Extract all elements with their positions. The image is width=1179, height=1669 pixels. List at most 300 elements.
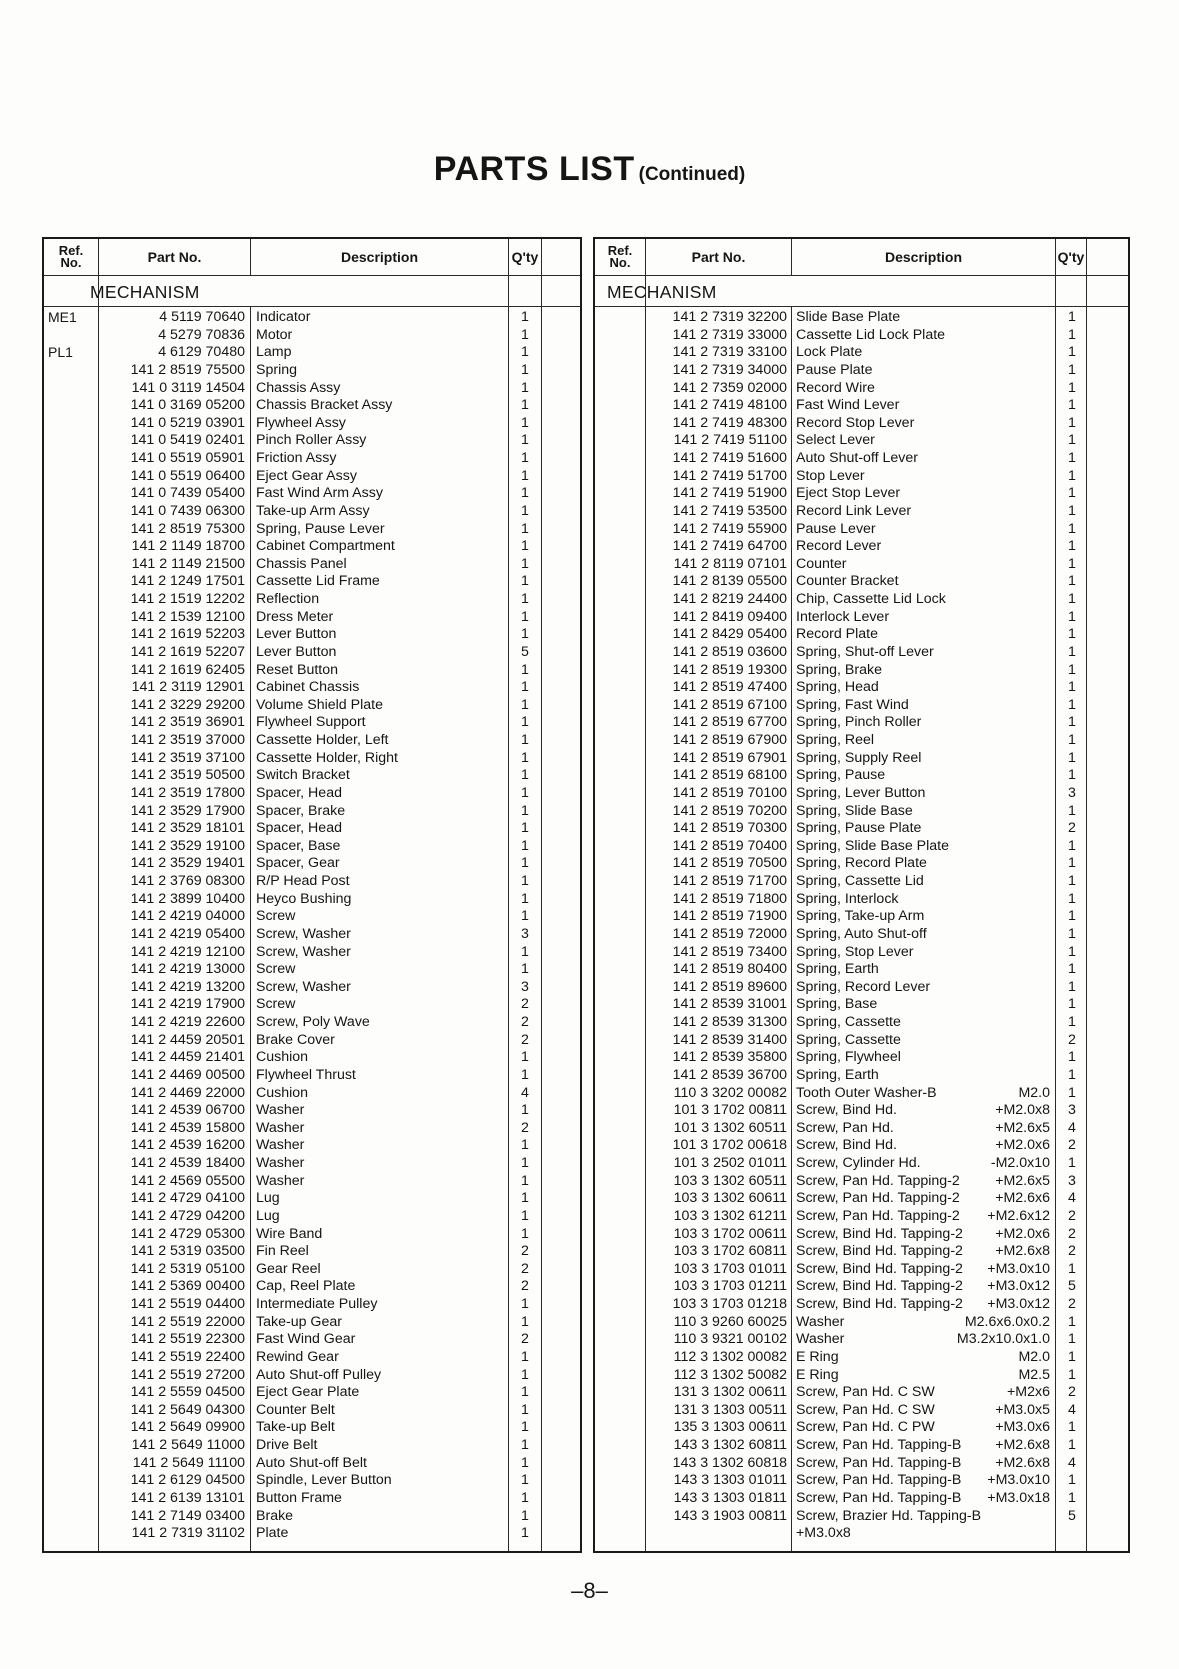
- table-row: [44, 1472, 580, 1490]
- description: Tooth Outer Washer-B: [796, 1084, 937, 1101]
- description: E Ring: [796, 1366, 839, 1383]
- table-row: [44, 908, 580, 926]
- table-row: [44, 1014, 580, 1032]
- quantity: 4: [1068, 1119, 1076, 1136]
- table-row: [44, 1032, 580, 1050]
- quantity: 1: [1068, 696, 1076, 713]
- table-row: [595, 1261, 1128, 1279]
- part-no: 4 6129 70480: [158, 344, 245, 361]
- table-row-continuation: [595, 1525, 1128, 1543]
- part-no: 141 2 8519 70300: [672, 820, 787, 837]
- quantity: 1: [521, 502, 529, 519]
- part-no: 141 2 5519 22000: [130, 1313, 245, 1330]
- description: Spring, Cassette: [796, 1014, 901, 1030]
- table-row: [595, 855, 1128, 873]
- size-spec: +M2x6: [1007, 1384, 1050, 1401]
- quantity: 1: [521, 485, 529, 502]
- parts-table-right: [593, 237, 1130, 1553]
- description: Counter Bracket: [796, 573, 899, 590]
- quantity: 3: [1068, 1172, 1076, 1189]
- table-row: [595, 1490, 1128, 1508]
- description: Lug: [256, 1190, 280, 1207]
- table-row: [44, 785, 580, 803]
- part-no: 141 2 7419 51600: [672, 450, 787, 466]
- quantity: 2: [521, 1031, 529, 1048]
- table-row: [44, 556, 580, 574]
- size-spec: +M2.6x5: [995, 1172, 1050, 1189]
- description: Gear Reel: [256, 1260, 321, 1277]
- part-no: 101 3 2502 01011: [673, 1155, 787, 1171]
- description: Screw, Pan Hd. Tapping-B: [796, 1454, 962, 1471]
- description: Spring, Fast Wind: [796, 696, 909, 713]
- table-row: [44, 803, 580, 821]
- part-no: 141 2 7319 33100: [672, 344, 787, 361]
- parts-rows-right: [595, 309, 1128, 1543]
- description: Spring, Brake: [796, 661, 882, 678]
- description: Spring, Slide Base: [796, 802, 913, 819]
- quantity: 1: [1068, 379, 1076, 396]
- quantity: 1: [521, 555, 529, 572]
- quantity: 2: [521, 1119, 529, 1136]
- table-row: [595, 485, 1128, 503]
- quantity: 1: [1068, 943, 1076, 960]
- description: E Ring: [796, 1348, 839, 1365]
- quantity: 1: [521, 414, 529, 431]
- quantity: 1: [521, 732, 529, 748]
- table-row: [44, 344, 580, 362]
- description: Pause Plate: [796, 361, 873, 378]
- table-row: [44, 468, 580, 486]
- quantity: 1: [521, 837, 529, 854]
- description: Spring: [256, 361, 298, 378]
- table-row: [595, 397, 1128, 415]
- description: Screw, Poly Wave: [256, 1014, 370, 1030]
- quantity: 4: [1068, 1454, 1076, 1471]
- quantity: 1: [1068, 925, 1076, 942]
- size-spec: M2.5: [1018, 1366, 1050, 1383]
- description: Screw, Bind Hd. Tapping-2: [796, 1225, 963, 1242]
- table-row: [44, 1137, 580, 1155]
- part-no: 141 2 8519 67901: [672, 749, 787, 766]
- part-no: 141 2 4729 04100: [130, 1190, 245, 1207]
- header-description: Description: [884, 249, 962, 265]
- table-row: [44, 1261, 580, 1279]
- part-no: 141 2 7419 64700: [672, 538, 787, 555]
- quantity: 1: [521, 1401, 529, 1418]
- description: Spacer, Brake: [256, 802, 346, 819]
- part-no: 141 2 8219 24400: [672, 591, 787, 607]
- description: Motor: [256, 326, 293, 343]
- quantity: 1: [521, 943, 529, 960]
- table-row: [595, 979, 1128, 997]
- table-row: [595, 679, 1128, 697]
- quantity: 1: [1068, 679, 1076, 696]
- description: Spacer, Gear: [256, 855, 340, 872]
- quantity: 4: [521, 1084, 529, 1101]
- table-row: [44, 1155, 580, 1173]
- description: Screw, Pan Hd. Tapping-B: [796, 1437, 962, 1453]
- part-no: 141 2 4459 21401: [130, 1049, 245, 1066]
- part-no: 141 2 4729 05300: [130, 1225, 245, 1242]
- description: Chassis Panel: [256, 555, 347, 572]
- description: Drive Belt: [256, 1437, 318, 1453]
- description: Washer: [256, 1137, 305, 1154]
- description: Screw, Bind Hd. Tapping-2: [796, 1243, 963, 1260]
- table-row: [44, 926, 580, 944]
- part-no: 141 2 8119 07101: [673, 555, 787, 572]
- description: Screw, Pan Hd. Tapping-2: [796, 1190, 960, 1207]
- part-no: 141 2 5649 11100: [132, 1454, 245, 1471]
- table-row: [44, 767, 580, 785]
- part-no: 101 3 1702 00618: [672, 1137, 787, 1154]
- quantity: 1: [1068, 467, 1076, 484]
- size-spec: +M3.0x6: [995, 1419, 1050, 1436]
- description: Spring, Supply Reel: [796, 749, 922, 766]
- table-row: [595, 926, 1128, 944]
- part-no: 141 0 5419 02401: [130, 432, 245, 449]
- part-no: 141 2 8139 05500: [672, 573, 787, 590]
- part-no: 141 2 8519 70500: [672, 855, 787, 872]
- table-row: [44, 1278, 580, 1296]
- quantity: 1: [521, 1384, 529, 1401]
- quantity: 1: [521, 696, 529, 713]
- table-row: [44, 1049, 580, 1067]
- page-number: –8–: [571, 1578, 608, 1603]
- part-no: 141 0 7439 05400: [130, 485, 245, 502]
- description: Screw, Brazier Hd. Tapping-B: [796, 1507, 982, 1524]
- description: Cassette Lid Lock Plate: [796, 326, 946, 343]
- table-row: [44, 662, 580, 680]
- table-row: [44, 521, 580, 539]
- size-spec: M2.6x6.0x0.2: [964, 1313, 1050, 1330]
- part-no: 141 2 1519 12202: [130, 591, 245, 607]
- table-row: [44, 1331, 580, 1349]
- quantity: 1: [1068, 908, 1076, 925]
- part-no: 103 3 1302 60511: [673, 1172, 787, 1189]
- quantity: 1: [1068, 1348, 1076, 1365]
- table-row: [595, 344, 1128, 362]
- quantity: 1: [521, 1190, 529, 1207]
- description: Spindle, Lever Button: [256, 1472, 392, 1489]
- table-row: [595, 468, 1128, 486]
- size-spec: +M3.0x5: [995, 1401, 1050, 1418]
- table-row: [44, 644, 580, 662]
- quantity: 1: [521, 1296, 529, 1312]
- part-no: 141 2 1619 62405: [130, 661, 245, 678]
- description: Pinch Roller Assy: [256, 432, 367, 449]
- quantity: 1: [1068, 591, 1076, 607]
- quantity: 2: [521, 1243, 529, 1260]
- description: Lock Plate: [796, 344, 863, 361]
- quantity: 4: [1068, 1401, 1076, 1418]
- part-no: 141 2 5519 04400: [130, 1296, 245, 1312]
- quantity: 1: [521, 467, 529, 484]
- table-row: [44, 1296, 580, 1314]
- part-no: 131 3 1303 00511: [673, 1401, 787, 1418]
- part-no: 143 3 1302 60811: [673, 1437, 787, 1453]
- description: Cassette Lid Frame: [256, 573, 380, 590]
- table-row: [44, 697, 580, 715]
- quantity: 1: [521, 890, 529, 907]
- description: Eject Stop Lever: [796, 485, 901, 502]
- table-row: [44, 1419, 580, 1437]
- table-row: [44, 415, 580, 433]
- table-row: [595, 1278, 1128, 1296]
- quantity: 1: [1068, 643, 1076, 660]
- table-row: [44, 1367, 580, 1385]
- part-no: 141 2 5649 11000: [131, 1437, 245, 1453]
- part-no: 141 2 8519 89600: [672, 978, 787, 995]
- table-row: [595, 820, 1128, 838]
- quantity: 1: [1068, 538, 1076, 555]
- quantity: 2: [521, 1014, 529, 1030]
- quantity: 1: [521, 679, 529, 696]
- description: Rewind Gear: [256, 1348, 339, 1365]
- table-row: [44, 1349, 580, 1367]
- description: Fast Wind Arm Assy: [256, 485, 383, 502]
- description: Brake: [256, 1507, 294, 1524]
- quantity: 1: [1068, 344, 1076, 361]
- size-spec: +M2.0x6: [995, 1225, 1050, 1242]
- part-no: 141 2 3529 18101: [130, 820, 245, 837]
- table-row: [595, 556, 1128, 574]
- description: Counter: [796, 555, 847, 572]
- size-spec: +M2.6x8: [995, 1437, 1050, 1453]
- table-row: [44, 573, 580, 591]
- table-row: [44, 362, 580, 380]
- description: Take-up Arm Assy: [256, 502, 370, 519]
- table-row: [44, 1243, 580, 1261]
- table-row: [44, 838, 580, 856]
- description: Spacer, Head: [256, 820, 342, 837]
- part-no: 141 2 1619 52207: [130, 643, 245, 660]
- part-no: 141 2 4219 22600: [130, 1014, 245, 1030]
- table-row: [595, 1014, 1128, 1032]
- section-title: MECHANISM: [90, 282, 200, 302]
- table-row: [44, 1120, 580, 1138]
- part-no: 141 2 8519 19300: [672, 661, 787, 678]
- header-part-no: Part No.: [147, 249, 202, 265]
- table-row: [595, 767, 1128, 785]
- part-no: 141 2 1149 21500: [131, 555, 245, 572]
- description: Spring, Pause: [796, 767, 886, 784]
- part-no: 4 5119 70640: [159, 309, 245, 325]
- table-row: [595, 573, 1128, 591]
- description: Wire Band: [256, 1225, 323, 1242]
- quantity: 1: [1068, 978, 1076, 995]
- table-row: [595, 626, 1128, 644]
- table-row: [44, 855, 580, 873]
- table-row: [595, 873, 1128, 891]
- size-spec: +M3.0x12: [987, 1296, 1050, 1312]
- table-row: [595, 415, 1128, 433]
- description: Spring, Head: [796, 679, 879, 696]
- quantity: 1: [521, 820, 529, 837]
- quantity: 1: [1068, 573, 1076, 590]
- table-row: [44, 485, 580, 503]
- quantity: 1: [1068, 837, 1076, 854]
- part-no: 141 2 8519 71900: [672, 908, 787, 925]
- part-no: 141 2 4539 06700: [130, 1102, 245, 1119]
- description: Lamp: [256, 344, 292, 361]
- table-row: [595, 1419, 1128, 1437]
- part-no: 112 3 1302 00082: [673, 1348, 787, 1365]
- description: Screw: [256, 996, 296, 1013]
- quantity: 1: [521, 520, 529, 537]
- part-no: 141 2 1539 12100: [130, 608, 245, 625]
- table-row: [44, 538, 580, 556]
- description: Plate: [256, 1525, 289, 1542]
- table-row: [595, 750, 1128, 768]
- table-row: [595, 362, 1128, 380]
- quantity: 1: [1068, 890, 1076, 907]
- table-row: [595, 908, 1128, 926]
- quantity: 2: [1068, 1207, 1076, 1224]
- header-ref: [44, 239, 98, 275]
- quantity: 1: [1068, 432, 1076, 449]
- quantity: 1: [521, 608, 529, 625]
- part-no: 141 0 3169 05200: [130, 397, 245, 414]
- table-row: [44, 1102, 580, 1120]
- header-part-no: Part No.: [691, 249, 746, 265]
- size-spec: +M3.0x10: [987, 1260, 1050, 1277]
- part-no: 141 2 7419 53500: [672, 502, 787, 519]
- quantity: 1: [521, 714, 529, 731]
- quantity: 1: [521, 397, 529, 414]
- part-no: 141 2 8519 67700: [672, 714, 787, 731]
- description: Screw, Pan Hd. C SW: [796, 1384, 935, 1401]
- quantity: 1: [521, 1172, 529, 1189]
- description: Spacer, Head: [256, 784, 342, 801]
- description: Flywheel Thrust: [256, 1066, 356, 1083]
- table-row: [44, 327, 580, 345]
- description: Screw: [256, 908, 296, 925]
- description: Cassette Holder, Left: [256, 732, 389, 748]
- quantity: 1: [1068, 1014, 1076, 1030]
- part-no: 141 2 8429 05400: [672, 626, 787, 643]
- part-no: 141 2 7419 51100: [673, 432, 787, 449]
- table-row: [44, 891, 580, 909]
- quantity: 1: [1068, 555, 1076, 572]
- description: Heyco Bushing: [256, 890, 352, 907]
- description: Cassette Holder, Right: [256, 749, 398, 766]
- part-no: 141 2 5519 27200: [130, 1366, 245, 1383]
- quantity: 1: [521, 1366, 529, 1383]
- quantity: 1: [521, 309, 529, 325]
- part-no: 141 2 8519 47400: [672, 679, 787, 696]
- part-no: 141 2 7319 31102: [131, 1525, 245, 1542]
- part-no: 141 2 4219 04000: [130, 908, 245, 925]
- quantity: 1: [1068, 485, 1076, 502]
- description: Auto Shut-off Lever: [796, 450, 918, 466]
- table-row: [44, 714, 580, 732]
- part-no: 141 0 5219 03901: [130, 414, 245, 431]
- part-no: 141 2 3519 50500: [130, 767, 245, 784]
- part-no: 141 2 5319 03500: [130, 1243, 245, 1260]
- quantity: 1: [1068, 326, 1076, 343]
- part-no: 141 2 1149 18700: [131, 538, 245, 555]
- table-row: [595, 503, 1128, 521]
- description: Lever Button: [256, 643, 337, 660]
- quantity: 2: [521, 996, 529, 1013]
- description: Spring, Earth: [796, 1066, 879, 1083]
- description: Lug: [256, 1207, 280, 1224]
- quantity: 1: [521, 326, 529, 343]
- part-no: 141 2 3519 37100: [130, 749, 245, 766]
- quantity: 1: [1068, 1260, 1076, 1277]
- part-no: 101 3 1702 00811: [673, 1102, 787, 1119]
- table-row: [595, 538, 1128, 556]
- part-no: 141 2 4219 17900: [130, 996, 245, 1013]
- size-spec: +M2.0x8: [995, 1102, 1050, 1119]
- table-row: [44, 873, 580, 891]
- table-row: [595, 644, 1128, 662]
- quantity: 1: [1068, 1155, 1076, 1171]
- table-row: [44, 1525, 580, 1543]
- parts-rows-left: [44, 309, 580, 1543]
- table-row: [595, 1455, 1128, 1473]
- part-no: 141 0 7439 06300: [130, 502, 245, 519]
- part-no: 141 2 7419 48300: [672, 414, 787, 431]
- description: Stop Lever: [796, 467, 865, 484]
- part-no: 141 2 8519 75500: [130, 361, 245, 378]
- title-sub: (Continued): [638, 164, 746, 185]
- part-no: 141 2 8539 31300: [672, 1014, 787, 1030]
- table-row: [44, 1173, 580, 1191]
- table-row: [44, 1085, 580, 1103]
- table-row: [595, 1296, 1128, 1314]
- table-row: [44, 380, 580, 398]
- header-ref: [595, 239, 645, 275]
- part-no: 141 2 7319 34000: [672, 361, 787, 378]
- quantity: 2: [521, 1260, 529, 1277]
- part-no: 141 2 7419 51700: [672, 467, 787, 484]
- description: Fast Wind Lever: [796, 397, 900, 414]
- quantity: 1: [521, 538, 529, 555]
- quantity: 1: [1068, 502, 1076, 519]
- description: Record Wire: [796, 379, 875, 396]
- description: Washer: [256, 1155, 305, 1171]
- description: Friction Assy: [256, 450, 337, 466]
- part-no: 141 2 8539 36700: [672, 1066, 787, 1083]
- quantity: 3: [521, 925, 529, 942]
- description: Volume Shield Plate: [256, 696, 383, 713]
- part-no: 141 0 3119 14504: [131, 379, 245, 396]
- table-row: [44, 609, 580, 627]
- part-no: 141 2 8519 72000: [672, 925, 787, 942]
- description: Spring, Stop Lever: [796, 943, 914, 960]
- quantity: 1: [521, 1049, 529, 1066]
- size-spec: +M2.6x5: [995, 1119, 1050, 1136]
- quantity: 1: [1068, 1437, 1076, 1453]
- quantity: 1: [521, 749, 529, 766]
- quantity: 1: [521, 573, 529, 590]
- header-ref-line2: No.: [609, 255, 631, 270]
- table-row: [595, 327, 1128, 345]
- table-row: [44, 820, 580, 838]
- part-no: 141 2 7319 32200: [672, 309, 787, 325]
- size-spec: +M2.6x8: [995, 1454, 1050, 1471]
- description: Auto Shut-off Belt: [256, 1454, 367, 1471]
- description: Screw, Bind Hd. Tapping-2: [796, 1296, 963, 1312]
- description: Screw, Pan Hd. C SW: [796, 1401, 935, 1418]
- table-row: [595, 1049, 1128, 1067]
- table-row: [595, 1402, 1128, 1420]
- quantity: 1: [1068, 608, 1076, 625]
- part-no: 141 2 3529 17900: [130, 802, 245, 819]
- table-row: [595, 662, 1128, 680]
- table-row: [595, 1314, 1128, 1332]
